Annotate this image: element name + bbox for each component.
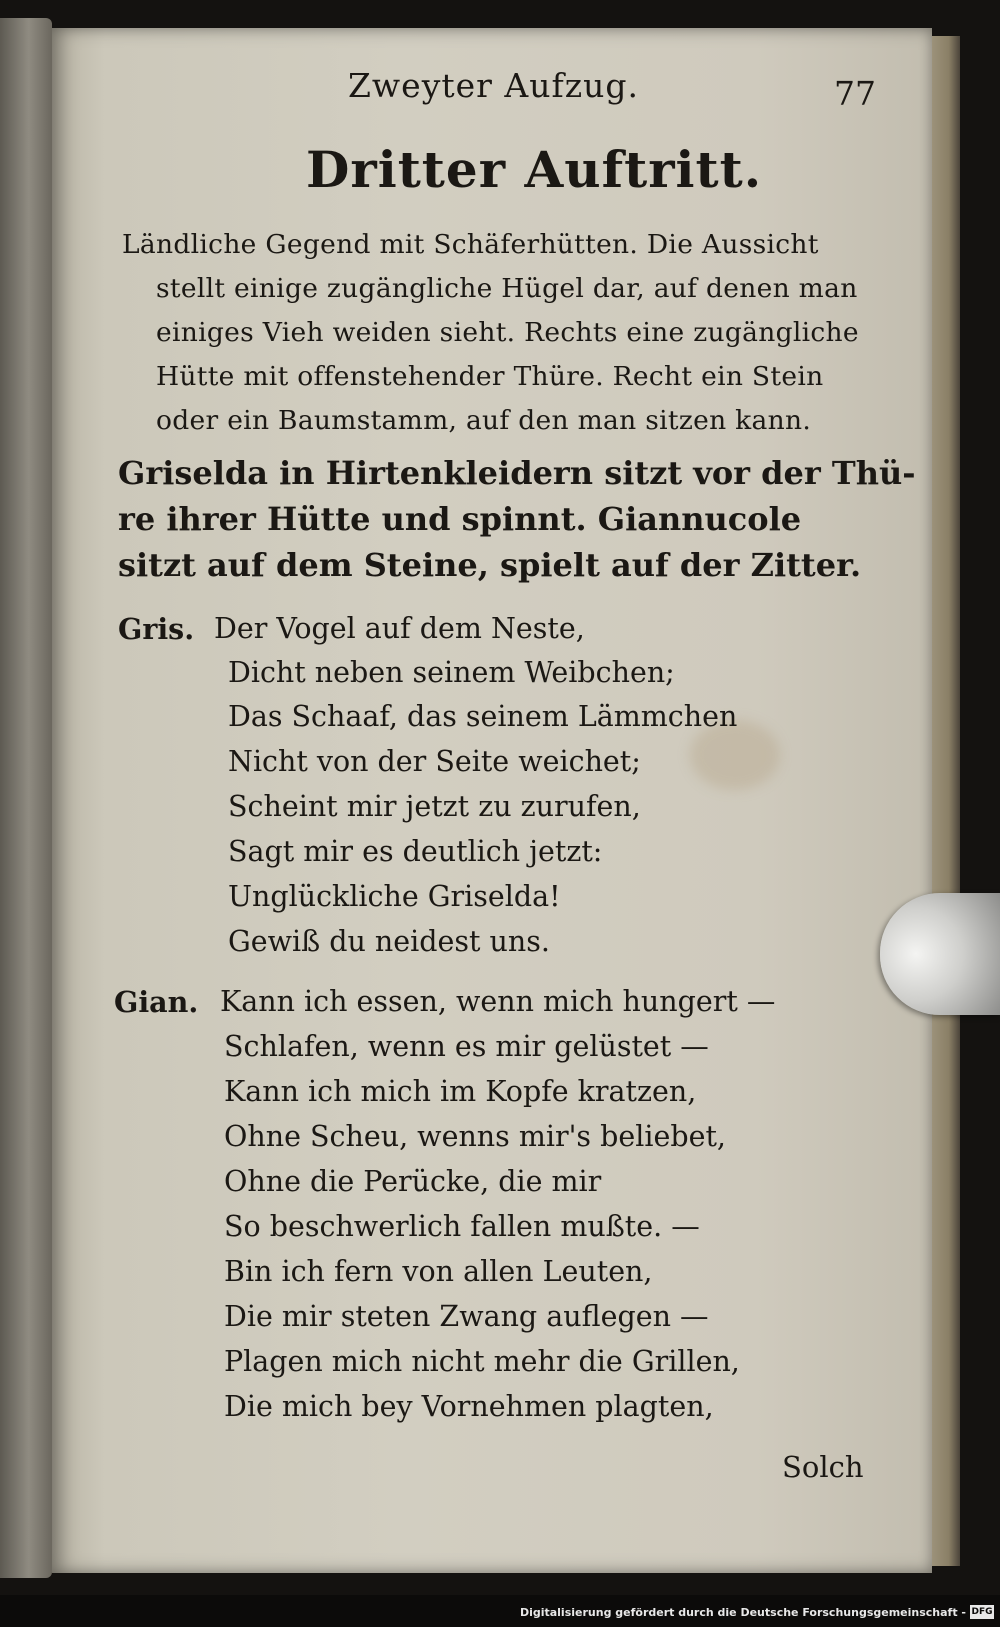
page-clip bbox=[880, 893, 1000, 1015]
running-head: Zweyter Aufzug. bbox=[348, 66, 639, 105]
verse-line: Ohne Scheu, wenns mir's beliebet, bbox=[224, 1120, 726, 1153]
speaker-label: Gian. bbox=[114, 985, 199, 1019]
scene-title: Dritter Auftritt. bbox=[306, 140, 763, 199]
verse-line: Gewiß du neidest uns. bbox=[228, 925, 550, 958]
setting-line: stellt einige zugängliche Hügel dar, auf denen man bbox=[156, 273, 858, 304]
verse-line: Ohne die Perücke, die mir bbox=[224, 1165, 602, 1198]
verse-line: Scheint mir jetzt zu zurufen, bbox=[228, 790, 641, 823]
page-number: 77 bbox=[834, 74, 876, 113]
verse-line: Schlafen, wenn es mir gelüstet — bbox=[224, 1030, 709, 1063]
verse-line: Dicht neben seinem Weibchen; bbox=[228, 656, 675, 689]
stage-direction-line: sitzt auf dem Steine, spielt auf der Zitter. bbox=[118, 546, 862, 584]
verse-line: Plagen mich nicht mehr die Grillen, bbox=[224, 1345, 740, 1378]
verse-line: Unglückliche Griselda! bbox=[228, 880, 561, 913]
verse-line: So beschwerlich fallen mußte. — bbox=[224, 1210, 700, 1243]
footer-credit: Digitalisierung gefördert durch die Deutsche Forschungsgemeinschaft - bbox=[519, 1606, 966, 1619]
verse-line: Kann ich essen, wenn mich hungert — bbox=[220, 985, 776, 1018]
stage-direction-line: re ihrer Hütte und spinnt. Giannucole bbox=[118, 500, 802, 538]
page-block-edge bbox=[932, 36, 960, 1566]
stage-direction-line: Griselda in Hirtenkleidern sitzt vor der Thü- bbox=[118, 454, 916, 492]
speaker-label: Gris. bbox=[118, 612, 195, 646]
dfg-logo: DFG bbox=[971, 1607, 993, 1617]
setting-line: oder ein Baumstamm, auf den man sitzen kann. bbox=[156, 405, 812, 436]
verse-line: Bin ich fern von allen Leuten, bbox=[224, 1255, 653, 1288]
verse-line: Kann ich mich im Kopfe kratzen, bbox=[224, 1075, 697, 1108]
setting-line: Ländliche Gegend mit Schäferhütten. Die Aussicht bbox=[122, 229, 819, 260]
setting-line: einiges Vieh weiden sieht. Rechts eine zugängliche bbox=[156, 317, 859, 348]
setting-line: Hütte mit offenstehender Thüre. Recht ein Stein bbox=[156, 361, 824, 392]
verse-line: Nicht von der Seite weichet; bbox=[228, 745, 641, 778]
verse-line: Die mir steten Zwang auflegen — bbox=[224, 1300, 709, 1333]
verse-line: Der Vogel auf dem Neste, bbox=[214, 612, 585, 645]
catchword: Solch bbox=[782, 1450, 864, 1484]
verse-line: Sagt mir es deutlich jetzt: bbox=[228, 835, 603, 868]
verse-line: Die mich bey Vornehmen plagten, bbox=[224, 1390, 714, 1423]
verse-line: Das Schaaf, das seinem Lämmchen bbox=[228, 700, 738, 733]
facing-page-edge bbox=[0, 18, 52, 1578]
